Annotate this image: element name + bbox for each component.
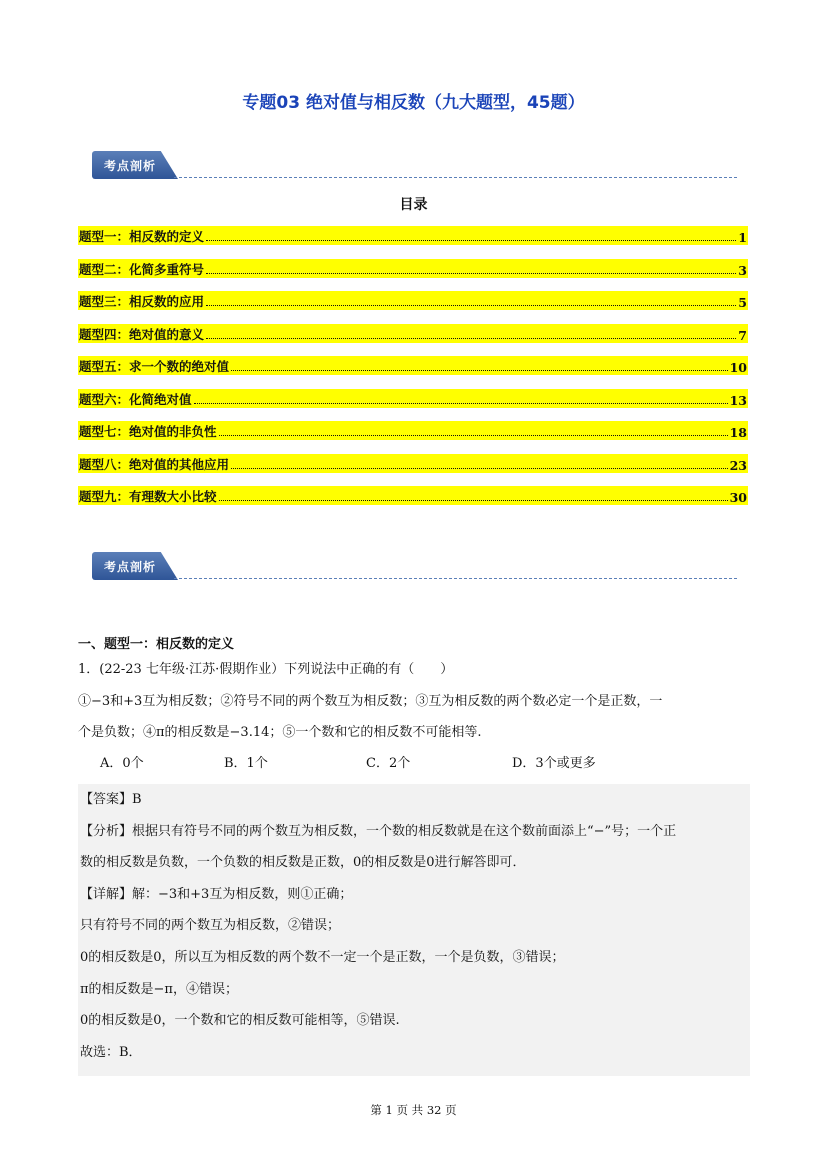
toc-item-page: 13 [729,392,747,408]
table-of-contents [78,226,748,519]
toc-item[interactable] [78,486,748,505]
toc-item[interactable] [78,454,748,473]
toc-item-page: 23 [729,457,747,473]
toc-item[interactable] [78,421,748,440]
section-banner [92,552,737,582]
toc-item[interactable] [78,291,748,310]
toc-item-page: 5 [738,295,747,310]
dashed-divider [174,578,737,579]
toc-item-page: 7 [738,327,747,343]
toc-item-label: 题型六：化简绝对值 [79,391,192,407]
question-line: 个是负数；④π的相反数是−3.14；⑤一个数和它的相反数不可能相等. [78,725,482,741]
toc-leader-dots [206,305,736,306]
toc-leader-dots [206,273,736,274]
toc-item-label: 题型二：化简多重符号 [79,261,205,277]
toc-item-label: 题型八：绝对值的其他应用 [79,456,230,472]
answer-line: 【详解】解：−3和+3互为相反数，则①正确； [80,886,353,902]
option-d: D．3个或更多 [512,756,596,771]
toc-item-page: 30 [729,490,747,505]
question-line: 1．(22-23 七年级·江苏·假期作业）下列说法中正确的有（ ） [78,662,454,677]
toc-leader-dots [219,435,728,436]
section-title: 一、题型一：相反数的定义 [78,637,235,652]
toc-heading: 目录 [399,197,428,213]
toc-item-label: 题型三：相反数的应用 [79,294,205,309]
answer-line: 数的相反数是负数，一个负数的相反数是正数，0的相反数是0进行解答即可． [80,855,526,871]
toc-leader-dots [231,468,728,469]
page-footer: 第 1 页 共 32 页 [370,1103,457,1117]
toc-item[interactable] [78,389,748,408]
toc-item-label: 题型五：求一个数的绝对值 [79,359,230,374]
toc-item-label: 题型七：绝对值的非负性 [79,424,217,439]
toc-item-page: 1 [738,230,747,245]
answer-line: 0的相反数是0，所以互为相反数的两个数不一定一个是正数，一个是负数，③错误； [80,949,565,965]
answer-line: 【答案】B [80,792,142,807]
option-c: C．2个 [366,756,411,771]
toc-item-label: 题型四：绝对值的意义 [79,326,205,342]
answer-line: π的相反数是−π，④错误； [80,981,238,997]
answer-explanation-box [78,784,750,1076]
toc-item[interactable] [78,324,748,343]
option-b: B．1个 [224,756,268,771]
question-line: ①−3和+3互为相反数；②符号不同的两个数互为相反数；③互为相反数的两个数必定一个是正数，一 [78,693,663,709]
document-title: 专题03 绝对值与相反数（九大题型，45题） [242,93,585,113]
toc-item-label: 题型九：有理数大小比较 [79,489,217,504]
answer-line: 只有符号不同的两个数互为相反数，②错误； [80,918,341,934]
toc-leader-dots [231,370,728,371]
toc-item-page: 3 [738,262,747,278]
answer-line: 故选：B． [80,1044,142,1060]
banner-label: 考点剖析 [104,560,157,574]
answer-line: 0的相反数是0，一个数和它的相反数可能相等，⑤错误. [80,1013,400,1029]
toc-leader-dots [206,338,736,339]
answer-text [80,784,750,1068]
toc-leader-dots [219,500,728,501]
toc-item[interactable] [78,226,748,245]
toc-item-page: 18 [729,425,747,440]
toc-leader-dots [194,403,728,404]
answer-line: 【分析】根据只有符号不同的两个数互为相反数，一个数的相反数就是在这个数前面添上“−”号；一个正 [80,823,677,839]
toc-leader-dots [206,240,736,241]
dashed-divider [174,177,737,178]
banner-label: 考点剖析 [104,159,157,173]
toc-item-label: 题型一：相反数的定义 [79,229,205,244]
option-a: A．0个 [100,756,144,771]
toc-item-page: 10 [729,360,747,375]
question-stem [78,654,748,749]
section-banner [92,151,737,181]
toc-item[interactable] [78,356,748,375]
toc-item[interactable] [78,259,748,278]
